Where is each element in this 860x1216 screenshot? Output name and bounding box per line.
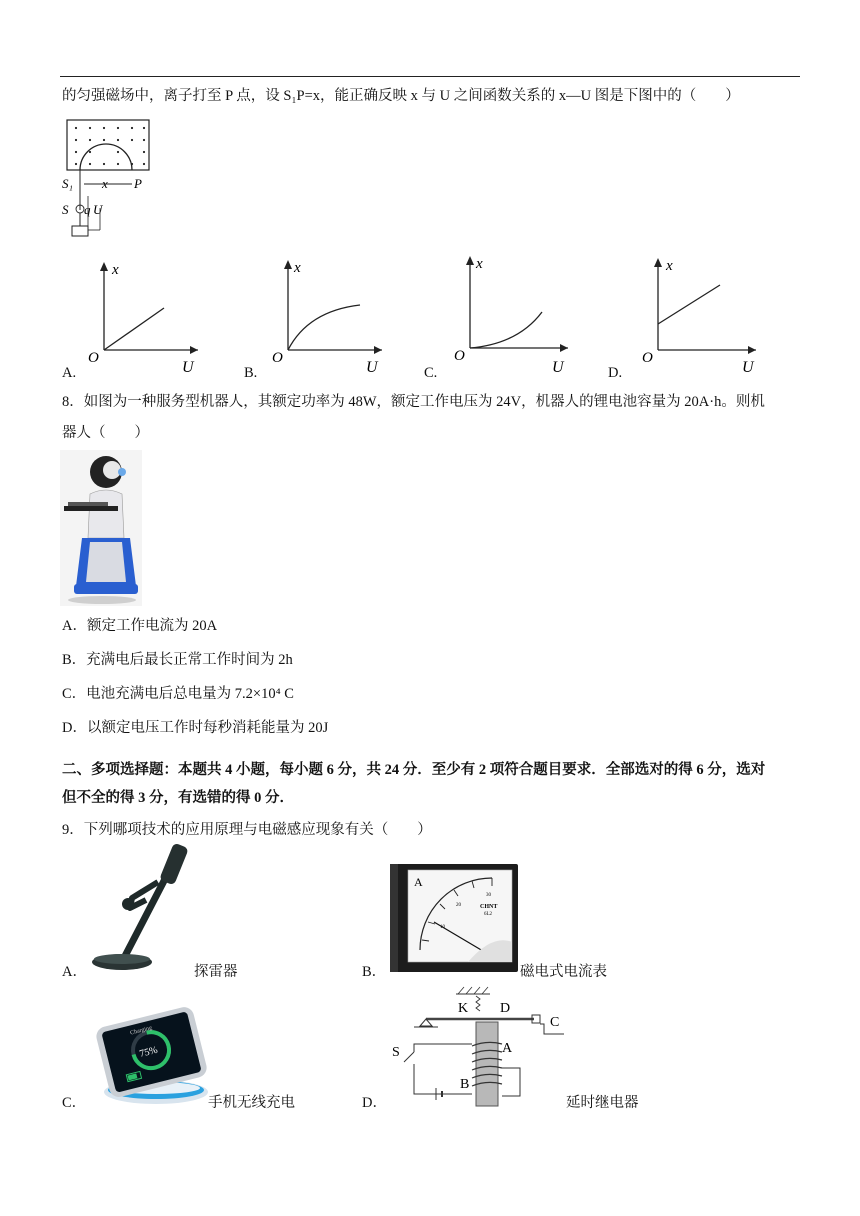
graph-b-curve [288,305,360,350]
svg-text:6L2: 6L2 [484,912,493,917]
svg-text:U: U [742,359,754,376]
ammeter-image [388,862,520,974]
graph-a-curve [104,308,164,350]
option-c-letter: C. [424,365,438,381]
svg-text:CHNT: CHNT [480,904,498,910]
label-x: x [102,176,108,191]
q9-option-c-letter: C． [62,1095,87,1111]
svg-text:B: B [460,1077,470,1092]
svg-text:A: A [502,1041,513,1056]
label-s1: S₁ [62,176,74,191]
section2-line2: 但不全的得 3 分，有选错的得 0 分． [62,790,294,806]
robot-image [60,450,142,606]
svg-text:x: x [112,262,119,278]
magnetic-field-dots [75,127,145,165]
graph-d-curve [658,285,720,324]
svg-text:U: U [182,359,194,376]
graph-d [638,254,763,378]
svg-text:O: O [454,348,465,364]
phone-status: Charging [129,1025,153,1037]
q8-stem-line1: 8．如图为一种服务型机器人，其额定功率为 48W，额定工作电压为 24V，机器人的锂电池容量为 20A·h。则机 [62,394,765,410]
delay-relay-diagram [384,984,570,1112]
top-rule [60,76,800,77]
option-b-letter: B. [244,365,258,381]
svg-text:U: U [366,359,378,376]
svg-text:D: D [500,1001,511,1016]
q8-stem-line2: 器人（ ） [62,425,149,441]
graph-a [86,258,206,378]
q8-option-b: B．充满电后最长正常工作时间为 2h [62,652,293,668]
svg-text:x: x [294,260,301,276]
q8-option-d: D．以额定电压工作时每秒消耗能量为 20J [62,720,329,736]
svg-text:30: 30 [486,893,491,898]
q9-option-d-label: 延时继电器 [566,1095,639,1111]
svg-text:K: K [458,1001,469,1016]
option-a-letter: A. [62,365,77,381]
wireless-charger-image [92,1006,210,1106]
option-d-letter: D. [608,365,623,381]
graph-c-curve [470,312,542,348]
label-u: U [93,202,103,217]
q9-stem: 9．下列哪项技术的应用原理与电磁感应现象有关（ ） [62,822,432,838]
q8-option-c: C．电池充满电后总电量为 7.2×10⁴ C [62,686,294,702]
svg-text:20: 20 [456,903,461,908]
label-s: S [62,202,69,217]
svg-text:S: S [392,1045,400,1060]
q9-option-c-label: 手机无线充电 [208,1095,295,1111]
q7-stem: 的匀强磁场中，离子打至 P 点，设 S₁P=x，能正确反映 x 与 U 之间函数关系的 x—U 图是下图中的（ ） [62,88,740,104]
svg-text:C: C [550,1015,560,1030]
q9-option-a-label: 探雷器 [194,964,238,980]
q9-option-a-letter: A． [62,964,87,980]
q7-setup-diagram [60,118,160,243]
svg-text:O: O [88,350,99,366]
ammeter-unit: A [414,875,423,889]
mine-detector-image [88,842,198,974]
section2-line1: 二、多项选择题：本题共 4 小题，每小题 6 分，共 24 分．至少有 2 项符合题目要求．全部选对的得 6 分，选对 [62,762,766,778]
graph-b [268,256,388,378]
q9-option-d-letter: D． [362,1095,387,1111]
label-q: q [84,202,91,217]
svg-text:O: O [642,350,653,366]
svg-text:O: O [272,350,283,366]
q9-option-b-label: 磁电式电流表 [520,964,607,980]
q8-option-a: A．额定工作电流为 20A [62,618,218,634]
svg-text:x: x [476,256,483,272]
svg-text:x: x [666,258,673,274]
label-p: P [134,176,142,191]
q9-option-b-letter: B． [362,964,387,980]
graph-c [450,252,575,378]
svg-text:U: U [552,359,564,376]
phone-percent: 75% [138,1044,159,1060]
svg-text:10: 10 [440,925,445,930]
